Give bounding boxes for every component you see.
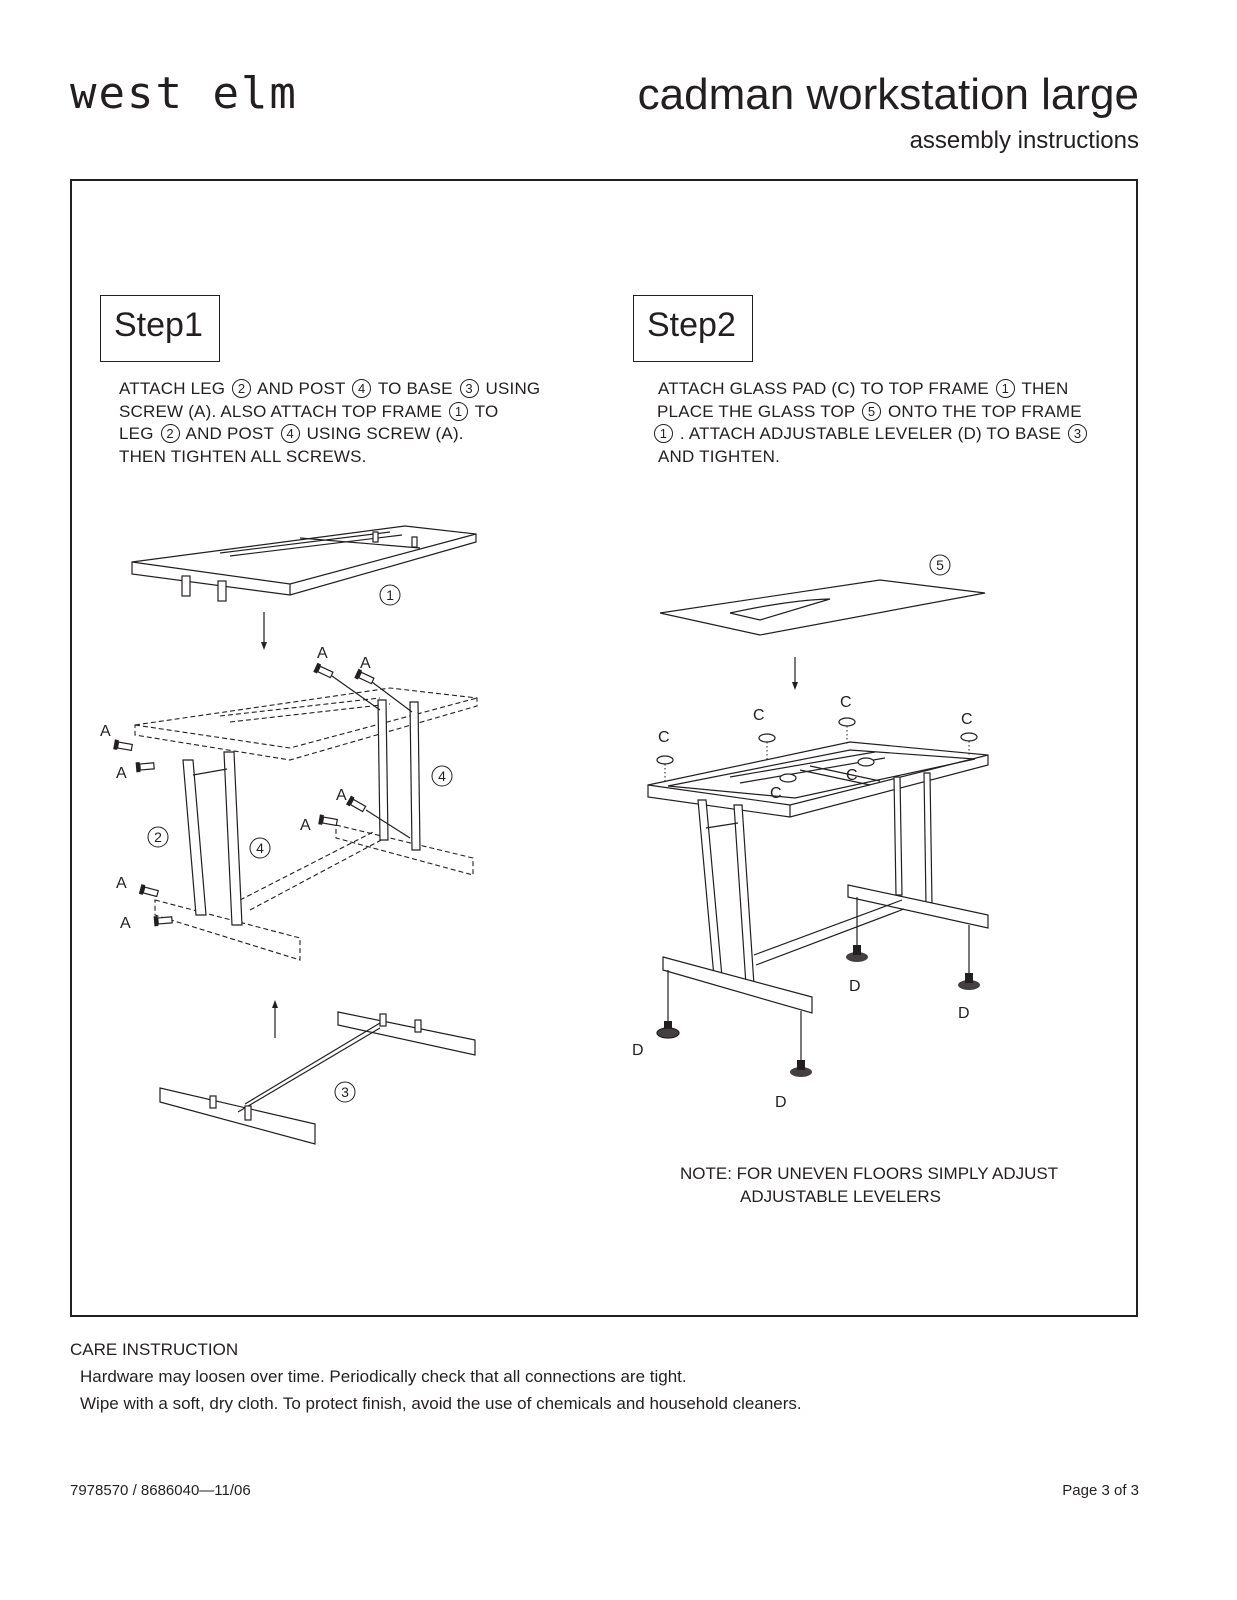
screw-label: A — [336, 787, 347, 804]
brand-logo: west elm — [70, 68, 298, 119]
step1-instructions — [119, 378, 540, 468]
pad-label: C — [658, 729, 670, 746]
step2-heading: Step2 — [633, 295, 753, 362]
pad-label: C — [846, 767, 858, 784]
step2-line: ATTACH GLASS PAD (C) TO TOP FRAME 1 THEN — [658, 379, 1069, 398]
step2-diagram — [630, 545, 1010, 1115]
screw-label: A — [116, 765, 127, 782]
pad-label: C — [840, 694, 852, 711]
care-line-2: Wipe with a soft, dry cloth. To protect finish, avoid the use of chemicals and household cleaners. — [80, 1394, 802, 1413]
leg-part — [183, 752, 242, 925]
step1-heading: Step1 — [100, 295, 220, 362]
post-part — [378, 700, 420, 850]
part-number: 1 — [386, 587, 394, 603]
screw-label: A — [116, 875, 127, 892]
screws — [113, 663, 412, 927]
leveler-label: D — [632, 1042, 644, 1059]
step2-instructions — [652, 378, 1089, 468]
page-title: cadman workstation large — [637, 70, 1139, 119]
screw-label: A — [317, 645, 328, 662]
screw-label: A — [120, 915, 131, 932]
screw-label: A — [100, 723, 111, 740]
screw-label: A — [360, 655, 371, 672]
levelers — [657, 897, 980, 1077]
step1-line: THEN TIGHTEN ALL SCREWS. — [119, 446, 367, 466]
note-line-1: NOTE: FOR UNEVEN FLOORS SIMPLY ADJUST — [680, 1164, 1059, 1183]
step2-line: 1 . ATTACH ADJUSTABLE LEVELER (D) TO BASE 3 — [652, 423, 1089, 446]
part-number: 2 — [154, 829, 162, 845]
note-line-2: ADJUSTABLE LEVELERS — [740, 1186, 941, 1206]
part-number: 5 — [936, 557, 944, 573]
step2-line: AND TIGHTEN. — [658, 446, 781, 466]
leveler-label: D — [958, 1005, 970, 1022]
page-subtitle: assembly instructions — [909, 127, 1139, 154]
part-number: 4 — [438, 768, 446, 784]
pad-label: C — [753, 707, 765, 724]
care-heading: CARE INSTRUCTION — [70, 1340, 239, 1359]
step1-diagram — [90, 520, 510, 1170]
assembled-frame — [648, 742, 988, 1013]
pad-label: C — [961, 711, 973, 728]
step1-line: SCREW (A). ALSO ATTACH TOP FRAME 1 TO — [119, 401, 499, 421]
step2-line: PLACE THE GLASS TOP 5 ONTO THE TOP FRAME — [657, 401, 1082, 421]
glass-top-part — [660, 555, 985, 635]
pad-label: C — [770, 785, 782, 802]
note — [680, 1163, 1058, 1208]
footer-code: 7978570 / 8686040—11/06 — [70, 1482, 251, 1499]
top-frame-part — [132, 526, 476, 601]
base-part — [160, 1012, 475, 1144]
part-number: 4 — [256, 840, 264, 856]
screw-label: A — [300, 817, 311, 834]
part-number: 3 — [341, 1084, 349, 1100]
leveler-label: D — [849, 978, 861, 995]
step1-line: LEG 2 AND POST 4 USING SCREW (A). — [119, 424, 464, 443]
footer-page-number: Page 3 of 3 — [1062, 1482, 1139, 1499]
step1-line: ATTACH LEG 2 AND POST 4 TO BASE 3 USING — [119, 379, 541, 398]
leveler-label: D — [775, 1094, 787, 1111]
care-line-1: Hardware may loosen over time. Periodically check that all connections are tight. — [80, 1367, 687, 1386]
